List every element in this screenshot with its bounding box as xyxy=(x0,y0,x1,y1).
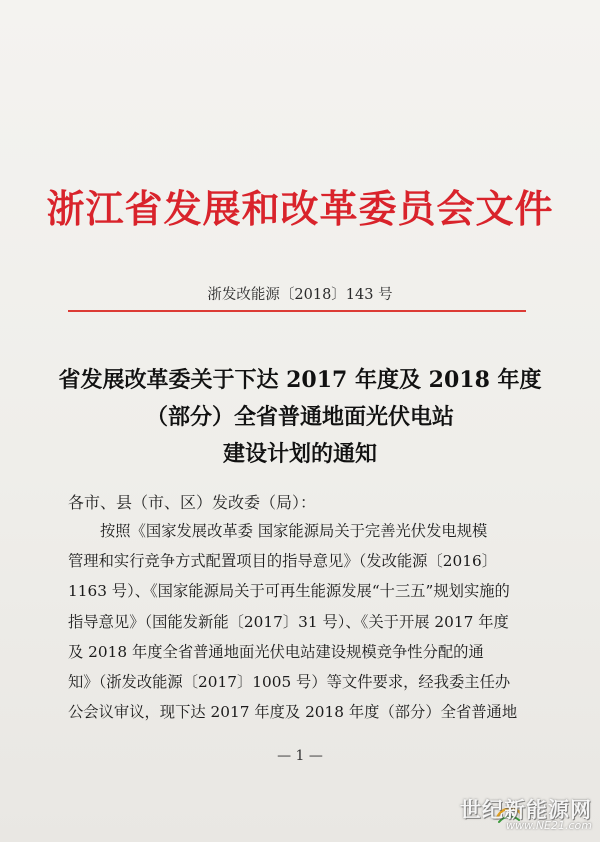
watermark-text: 世纪新能源网 xyxy=(460,798,592,822)
notice-title xyxy=(40,362,560,473)
page-number: — 1 — xyxy=(277,748,323,764)
watermark-url: www.NE21.com xyxy=(506,819,592,832)
body-line: 管理和实行竞争方式配置项目的指导意见》（发改能源〔2016〕 xyxy=(68,552,497,571)
body-line: 及 2018 年度全省普通地面光伏电站建设规模竞争性分配的通 xyxy=(68,642,484,661)
document-number: 浙发改能源〔2018〕143 号 xyxy=(207,287,393,303)
body-paragraph xyxy=(68,516,528,727)
document-header: 浙江省发展和改革委员会文件 xyxy=(46,187,554,231)
addressee: 各市、县（市、区）发改委（局）： xyxy=(68,493,317,512)
watermark xyxy=(442,794,592,834)
body-line: 按照《国家发展改革委 国家能源局关于完善光伏发电规模 xyxy=(100,522,488,540)
body-line: 1163 号）、《国家能源局关于可再生能源发展“十三五”规划实施的 xyxy=(68,582,510,601)
title-line: （部分）全省普通地面光伏电站 xyxy=(145,404,454,430)
title-line: 建设计划的通知 xyxy=(222,441,377,467)
title-line: 省发展改革委关于下达 2017 年度及 2018 年度 xyxy=(58,367,542,393)
body-line: 指导意见》（国能发新能〔2017〕31 号）、《关于开展 2017 年度 xyxy=(68,612,509,631)
red-divider-line xyxy=(68,310,526,312)
body-line: 知》（浙发改能源〔2017〕1005 号）等文件要求，经我委主任办 xyxy=(68,673,511,692)
body-line: 公会议审议，现下达 2017 年度及 2018 年度（部分）全省普通地 xyxy=(68,703,518,722)
